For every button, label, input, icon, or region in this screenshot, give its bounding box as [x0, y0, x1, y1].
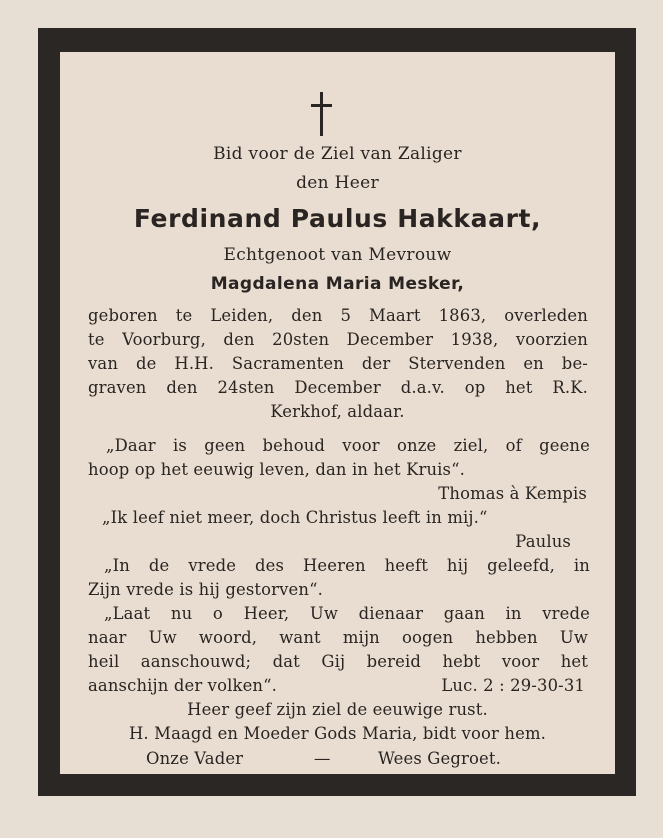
- quote-line: „Ik leef niet meer, doch Christus leeft in mij.“: [102, 508, 488, 527]
- prayer-line: Heer geef zijn ziel de eeuwige rust.: [187, 700, 488, 719]
- card-paper: [60, 52, 615, 774]
- quote-line: hoop op het eeuwig leven, dan in het Kruis“.: [88, 460, 465, 479]
- quote-author: Paulus: [515, 532, 571, 551]
- quote-line: Zijn vrede is hij gestorven“.: [88, 580, 323, 599]
- bio-line: te Voorburg, den 20sten December 1938, voorzien: [88, 330, 588, 349]
- quote-line: aanschijn der volken“.: [88, 676, 278, 695]
- deceased-name: Ferdinand Paulus Hakkaart,: [133, 204, 542, 233]
- bio-line: graven den 24sten December d.a.v. op het R.K.: [88, 378, 588, 397]
- quote-line: „Laat nu o Heer, Uw dienaar gaan in vrede: [104, 604, 590, 623]
- quote-line: naar Uw woord, want mijn oogen hebben Uw: [88, 628, 588, 647]
- bio-line: Kerkhof, aldaar.: [270, 402, 405, 421]
- quote-line: heil aanschouwd; dat Gij bereid hebt voor het: [88, 652, 588, 671]
- closing-dash: —: [314, 749, 331, 768]
- quote-author: Thomas à Kempis: [438, 484, 587, 503]
- quote-line: „Daar is geen behoud voor onze ziel, of geene: [106, 436, 590, 455]
- honorific: den Heer: [296, 173, 379, 193]
- cross-icon: [307, 92, 337, 136]
- prayer-intro: Bid voor de Ziel van Zaliger: [213, 144, 462, 164]
- quote-line: „In de vrede des Heeren heeft hij geleefd, in: [104, 556, 590, 575]
- scripture-reference: Luc. 2 : 29-30-31: [441, 676, 585, 695]
- spouse-name: Magdalena Maria Mesker,: [210, 274, 465, 294]
- closing-prayer-left: Onze Vader: [146, 749, 244, 768]
- bio-line: van de H.H. Sacramenten der Stervenden en be-: [88, 354, 588, 373]
- bio-line: geboren te Leiden, den 5 Maart 1863, overleden: [88, 306, 588, 325]
- spouse-intro: Echtgenoot van Mevrouw: [223, 245, 452, 265]
- prayer-line: H. Maagd en Moeder Gods Maria, bidt voor hem.: [128, 724, 546, 743]
- closing-prayer-right: Wees Gegroet.: [378, 749, 501, 768]
